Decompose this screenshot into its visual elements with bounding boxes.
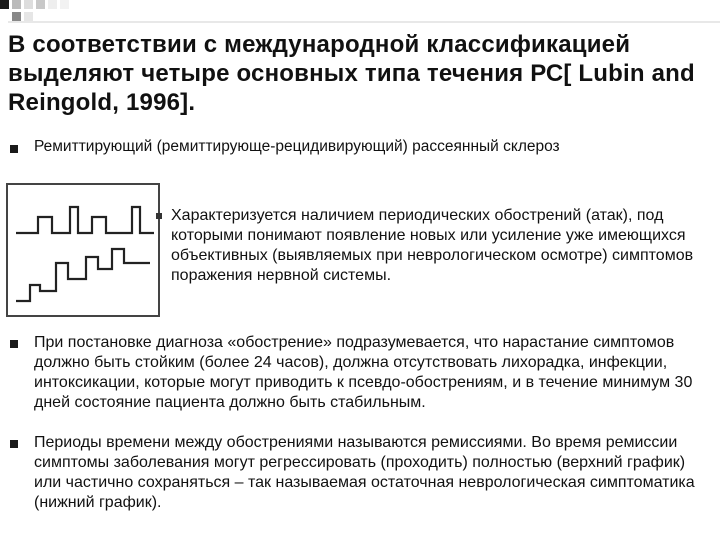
sub-bullet-text: Характеризуется наличием периодических обострений (атак), под которыми понимают появление новых или усиление уже имеющихся объективных (выявляемых при неврологическом осмотре) симптомов поражения нервной системы.: [171, 207, 694, 284]
slide-title: В соответствии с международной классификацией выделяют четыре основных типа течения РС[ Lubin and Reingold, 1996].: [8, 31, 695, 116]
bullet-1-text: Ремиттирующий (ремиттирующе-рецидивирующий) рассеянный склероз: [34, 138, 560, 155]
bullet-3-text: Периоды времени между обострениями называются ремиссиями. Во время ремиссии симптомы заболевания могут регрессировать (проходить) полностью (верхний график) или частично сохраняться – так называемая остаточная неврологическая симптоматика (нижний график).: [34, 434, 695, 511]
bullet-marker-3: [10, 440, 18, 448]
sub-bullet-marker: [156, 213, 162, 219]
partial-remission-line: [16, 249, 150, 301]
full-remission-line: [16, 207, 154, 233]
bullet-marker-1: [10, 145, 18, 153]
remitting-course-graph: [8, 185, 158, 315]
course-diagram: [6, 183, 160, 317]
bullet-2-text: При постановке диагноза «обострение» подразумевается, что нарастание симптомов должно быть стойким (более 24 часов), должна отсутствовать лихорадка, инфекции, интоксикации, которые могут приводить к псевдо-обострениям, и в течение минимум 30 дней состояние пациента должно быть стабильным.: [34, 334, 693, 411]
bullet-marker-2: [10, 340, 18, 348]
